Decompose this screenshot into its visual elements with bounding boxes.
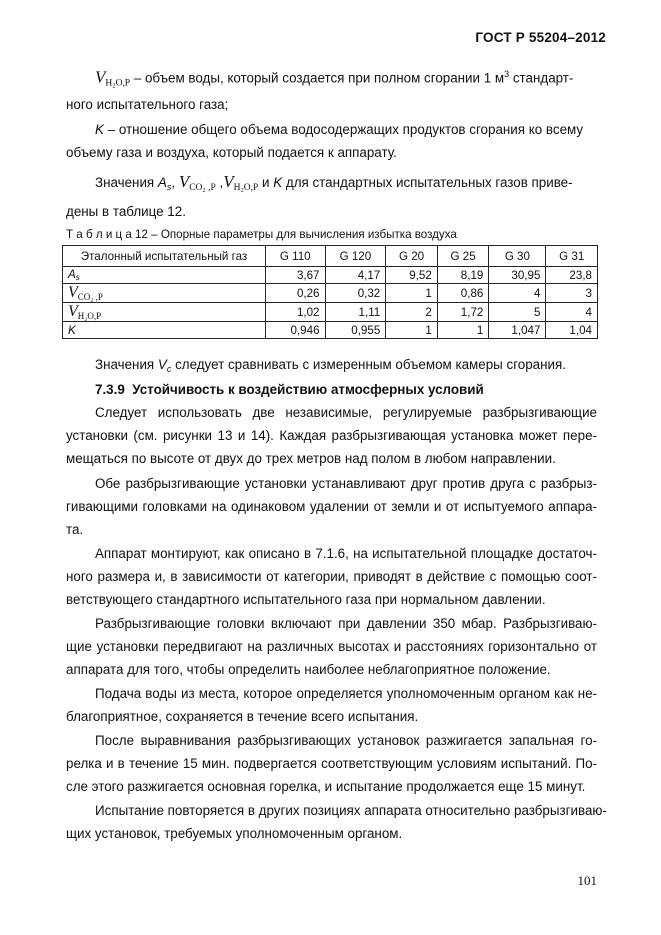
section-heading bbox=[95, 382, 597, 398]
symbol-as: A bbox=[68, 268, 76, 281]
text: для стандартных испытательных газов приве- bbox=[282, 175, 573, 190]
table-cell: 9,52 bbox=[386, 267, 438, 284]
paragraph-line: аппарата для того, чтобы определить наиболее неблагоприятное положение. bbox=[66, 662, 551, 677]
table-header-cell: G 31 bbox=[546, 246, 598, 267]
paragraph-line: гивающими головками на одинаковом удалении от земли и от испытуемого аппара- bbox=[66, 499, 597, 514]
paragraph-line: Разбрызгивающие головки включают при давлении 350 мбар. Разбрызгиваю- bbox=[95, 616, 597, 631]
text: , bbox=[219, 175, 224, 190]
after-table-text bbox=[95, 357, 597, 377]
table-header-cell: G 110 bbox=[266, 246, 326, 267]
section-title: Устойчивость к воздействию атмосферных условий bbox=[132, 382, 484, 397]
symbol-v: V bbox=[178, 172, 190, 191]
table-cell: 4 bbox=[489, 284, 546, 303]
paragraph-line: благоприятное, сохраняется в течение всего испытания. bbox=[66, 709, 419, 724]
paragraph-line: мещаться по высоте от двух до трех метров над полом в любом направлении. bbox=[66, 451, 556, 466]
paragraph-line: ного размера и, в зависимости от категории, приводят в действие с помощью соот- bbox=[66, 569, 597, 584]
paragraph-line: Испытание повторяется в других позициях аппарата относительно разбрызгиваю- bbox=[95, 803, 607, 818]
paragraph-line: щих установок, требуемых уполномоченным органом. bbox=[66, 826, 403, 841]
text: , bbox=[171, 175, 176, 190]
table-cell: 8,19 bbox=[437, 267, 489, 284]
text: следует сравнивать с измеренным объемом камеры сгорания. bbox=[171, 357, 566, 372]
symbol-v: V bbox=[223, 172, 234, 191]
definition-vh2o-cont: ного испытательного газа; bbox=[66, 97, 229, 112]
subscript: s bbox=[166, 182, 172, 192]
table-cell: 3,67 bbox=[266, 267, 326, 284]
symbol-as: A bbox=[157, 175, 167, 190]
paragraph-line: релка и в течение 15 мин. подвергается соответствующим условиям испытаний. По- bbox=[66, 756, 597, 771]
paragraph-line: щие установки передвигают на различных высотах и расстояниях горизонтально от bbox=[66, 639, 597, 654]
section-number: 7.3.9 bbox=[95, 382, 125, 397]
superscript: 3 bbox=[504, 69, 510, 79]
table-cell: 0,946 bbox=[266, 322, 326, 339]
row-label bbox=[63, 284, 266, 303]
definition-k bbox=[95, 122, 597, 138]
table-header-cell: Эталонный испытательный газ bbox=[63, 246, 266, 267]
paragraph-line: та. bbox=[66, 522, 84, 537]
definition-text: стандарт- bbox=[509, 70, 574, 86]
table-cell: 0,955 bbox=[325, 322, 386, 339]
paragraph-line: После выравнивания разбрызгивающих установок разжигается запальная го- bbox=[95, 733, 597, 748]
table-cell: 1,72 bbox=[437, 303, 489, 322]
table-row bbox=[63, 284, 598, 303]
table-row bbox=[63, 303, 598, 322]
table-cell: 3 bbox=[546, 284, 598, 303]
table-cell: 1,047 bbox=[489, 322, 546, 339]
paragraph-line: сле этого разжигается основная горелка, и испытание продолжается еще 15 минут. bbox=[66, 779, 586, 794]
symbol-k: K bbox=[95, 122, 104, 137]
text: и bbox=[258, 175, 274, 190]
table-cell: 23,8 bbox=[546, 267, 598, 284]
subscript: CO₂ ,P bbox=[77, 292, 103, 302]
subscript: H₂O,P bbox=[105, 78, 131, 89]
symbol-v: V bbox=[68, 303, 78, 320]
paragraph-line: Обе разбрызгивающие установки устанавливают друг против друга с разбрыз- bbox=[95, 476, 597, 491]
paragraph-line: ветствующего стандартного испытательного газа при нормальном давлении. bbox=[66, 592, 546, 607]
table-cell: 5 bbox=[489, 303, 546, 322]
paragraph-line: Подача воды из места, которое определяется уполномоченным органом как не- bbox=[95, 686, 597, 701]
table-cell: 1,11 bbox=[325, 303, 386, 322]
table-cell: 4 bbox=[546, 303, 598, 322]
table-cell: 30,95 bbox=[489, 267, 546, 284]
symbol-k: K bbox=[68, 323, 76, 337]
subscript: s bbox=[75, 273, 80, 282]
definition-k-cont: объему газа и воздуха, который подается к аппарату. bbox=[66, 145, 397, 160]
table-cell: 0,26 bbox=[266, 284, 326, 303]
table-row bbox=[63, 267, 598, 284]
table-cell: 2 bbox=[386, 303, 438, 322]
row-label bbox=[63, 322, 266, 339]
row-label bbox=[63, 267, 266, 284]
text: Значения bbox=[95, 175, 158, 190]
subscript: CO₂ ,P bbox=[189, 183, 216, 193]
definition-text: – объем воды, который создается при полном сгорании 1 м bbox=[130, 70, 505, 86]
table-cell: 1 bbox=[386, 284, 438, 303]
definition-text: – отношение общего объема водосодержащих продуктов сгорания ко всему bbox=[103, 122, 584, 137]
subscript: H₂O,P bbox=[233, 183, 259, 193]
table-cell: 4,17 bbox=[325, 267, 386, 284]
page-number: 101 bbox=[577, 873, 597, 888]
table-caption: Т а б л и ц а 12 – Опорные параметры для вычисления избытка воздуха bbox=[66, 228, 457, 241]
values-paragraph bbox=[95, 174, 597, 196]
table-cell: 1 bbox=[437, 322, 489, 339]
values-paragraph-cont: дены в таблице 12. bbox=[66, 204, 186, 219]
symbol-v: V bbox=[95, 67, 106, 87]
table-row bbox=[63, 322, 598, 339]
subscript: c bbox=[166, 364, 172, 374]
symbol-vc: V bbox=[157, 357, 167, 372]
table-cell: 1 bbox=[386, 322, 438, 339]
definition-vh2o bbox=[95, 66, 597, 91]
document-header: ГОСТ Р 55204–2012 bbox=[475, 30, 606, 45]
paragraph-line: Следует использовать две независимые, регулируемые разбрызгивающие bbox=[95, 405, 597, 420]
symbol-v: V bbox=[68, 284, 78, 301]
paragraph-line: установки (см. рисунки 13 и 14). Каждая разбрызгивающая установка может пере- bbox=[66, 428, 597, 443]
table-cell: 0,86 bbox=[437, 284, 489, 303]
table-header-cell: G 120 bbox=[325, 246, 386, 267]
table-header-cell: G 20 bbox=[386, 246, 438, 267]
paragraph-line: Аппарат монтируют, как описано в 7.1.6, на испытательной площадке достаточ- bbox=[95, 546, 597, 561]
text: Значения bbox=[95, 357, 158, 372]
table-header-cell: G 30 bbox=[489, 246, 546, 267]
table-header-cell: G 25 bbox=[437, 246, 489, 267]
table-cell: 1,02 bbox=[266, 303, 326, 322]
subscript: H₂O,P bbox=[77, 311, 102, 321]
table-cell: 0,32 bbox=[325, 284, 386, 303]
table-header-row bbox=[63, 246, 598, 267]
row-label bbox=[63, 303, 266, 322]
parameters-table bbox=[62, 245, 598, 339]
symbol-k: K bbox=[273, 175, 283, 190]
table-cell: 1,04 bbox=[546, 322, 598, 339]
